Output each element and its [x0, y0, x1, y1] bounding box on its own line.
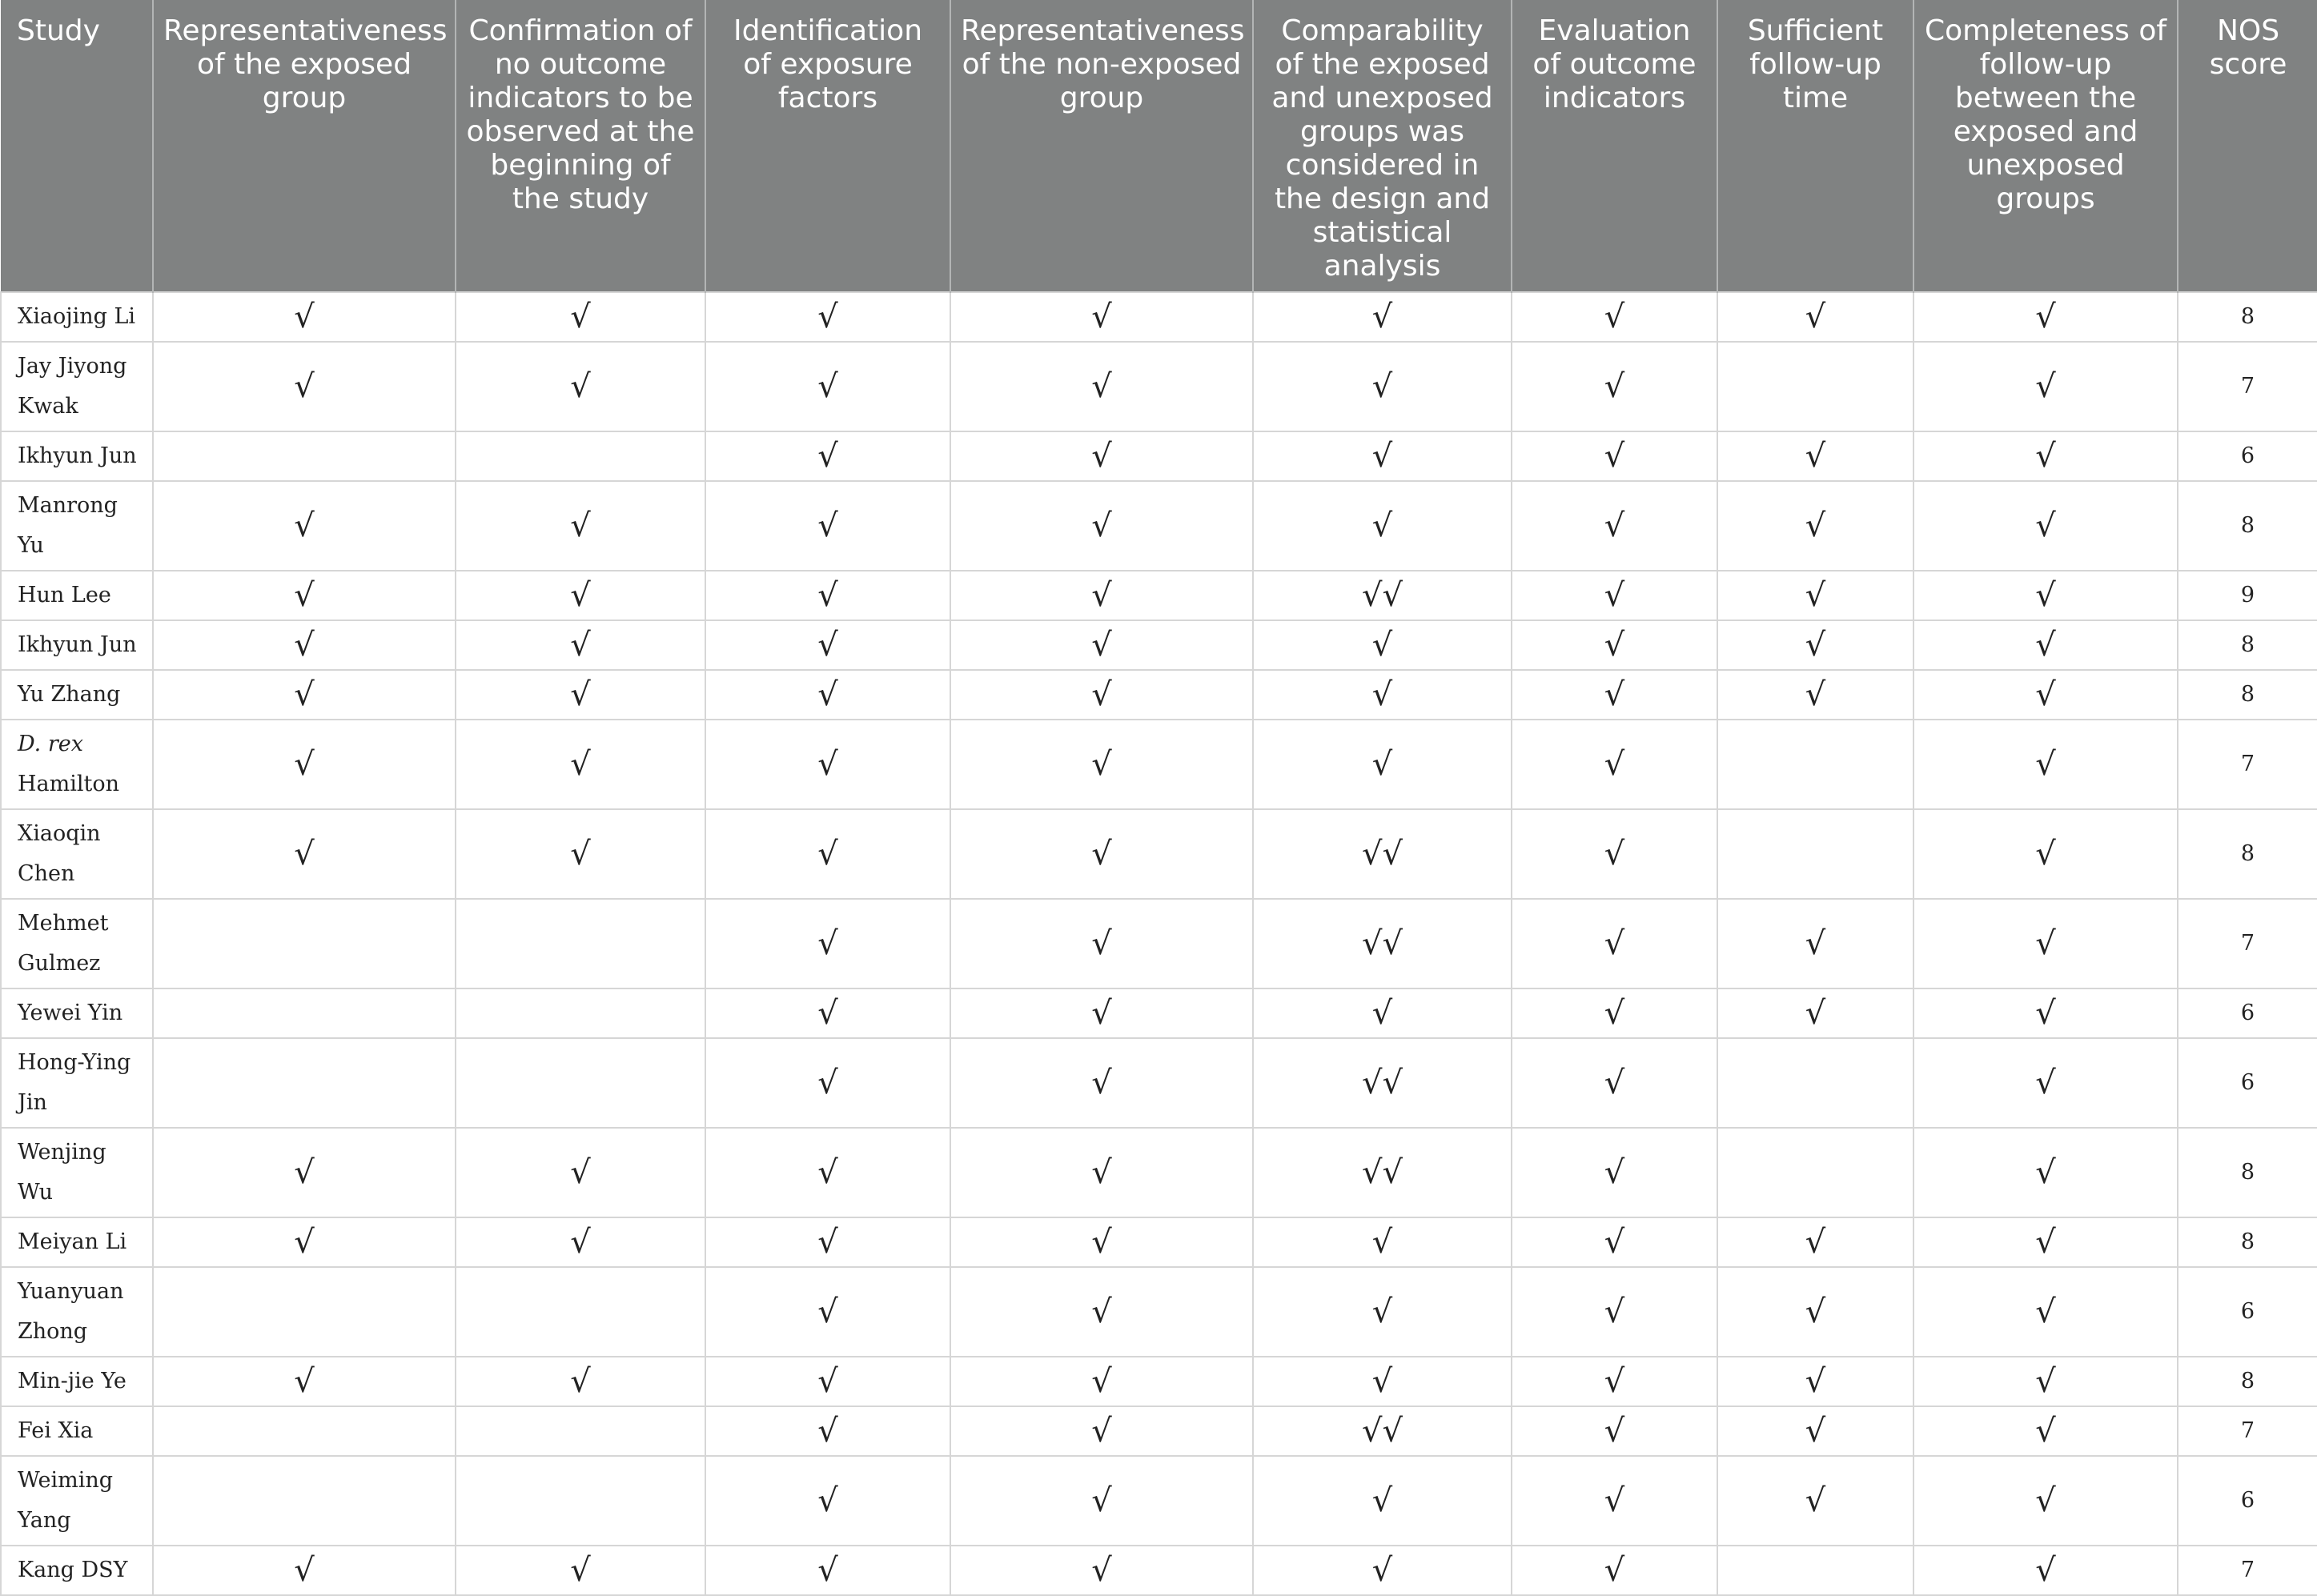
- check-cell: √: [1253, 1267, 1512, 1357]
- check-cell: √: [456, 670, 705, 720]
- header-evaluation-outcome: Evaluation of outcome indicators: [1512, 0, 1717, 292]
- check-cell: √: [1717, 431, 1913, 481]
- check-cell: √: [153, 1128, 456, 1217]
- check-cell: [1717, 342, 1913, 431]
- check-cell: √: [705, 620, 950, 670]
- study-name-cont: Chen: [18, 861, 75, 886]
- check-cell: √: [705, 670, 950, 720]
- check-cell: √: [153, 809, 456, 899]
- nos-score-cell: 8: [2178, 670, 2317, 720]
- table-row: [1, 292, 2317, 342]
- nos-score-cell: 8: [2178, 620, 2317, 670]
- check-cell: √: [950, 809, 1253, 899]
- table-row: [1, 342, 2317, 431]
- check-cell: √: [153, 720, 456, 809]
- check-cell: √: [950, 1406, 1253, 1456]
- nos-score-cell: 7: [2178, 1406, 2317, 1456]
- study-cell: [1, 1456, 153, 1546]
- check-cell: √: [1913, 1217, 2178, 1267]
- check-cell: √: [1717, 571, 1913, 620]
- check-cell: √: [950, 1217, 1253, 1267]
- check-cell: √: [950, 1128, 1253, 1217]
- study-name-cont: Gulmez: [18, 951, 101, 976]
- nos-score-cell: 6: [2178, 1456, 2317, 1546]
- check-cell: √: [705, 481, 950, 571]
- check-cell: √: [1512, 1357, 1717, 1406]
- table-row: [1, 988, 2317, 1038]
- check-cell: √: [1717, 481, 1913, 571]
- study-name: Manrong Yu: [18, 493, 118, 558]
- check-cell: √√: [1253, 571, 1512, 620]
- check-cell: [153, 1456, 456, 1546]
- study-cell: [1, 1406, 153, 1456]
- check-cell: √: [705, 571, 950, 620]
- check-cell: √: [456, 571, 705, 620]
- header-row: [1, 0, 2317, 292]
- check-cell: √: [1512, 809, 1717, 899]
- check-cell: √: [950, 1456, 1253, 1546]
- check-cell: √: [153, 1546, 456, 1595]
- check-cell: √: [1913, 809, 2178, 899]
- study-cell: [1, 342, 153, 431]
- check-cell: [456, 1267, 705, 1357]
- check-cell: √: [1913, 571, 2178, 620]
- check-cell: √: [705, 1456, 950, 1546]
- study-name: Ikhyun Jun: [18, 443, 137, 468]
- check-cell: √: [1512, 1546, 1717, 1595]
- check-cell: √: [950, 431, 1253, 481]
- check-cell: √: [1717, 899, 1913, 988]
- check-cell: √: [705, 1217, 950, 1267]
- check-cell: [456, 988, 705, 1038]
- study-cell: [1, 431, 153, 481]
- nos-score-cell: 6: [2178, 988, 2317, 1038]
- check-cell: √: [950, 1546, 1253, 1595]
- check-cell: √: [456, 342, 705, 431]
- check-cell: √: [1717, 670, 1913, 720]
- check-cell: √: [950, 899, 1253, 988]
- check-cell: √: [1717, 1217, 1913, 1267]
- study-cell: [1, 809, 153, 899]
- check-cell: √: [1913, 1357, 2178, 1406]
- check-cell: √: [1913, 1456, 2178, 1546]
- study-cell: [1, 292, 153, 342]
- study-name: Hong-Ying: [18, 1050, 131, 1075]
- check-cell: √: [1512, 899, 1717, 988]
- study-name: Weiming: [18, 1468, 114, 1493]
- check-cell: √: [1253, 1357, 1512, 1406]
- nos-score-cell: 7: [2178, 899, 2317, 988]
- check-cell: √√: [1253, 809, 1512, 899]
- check-cell: √: [153, 670, 456, 720]
- check-cell: √: [1913, 988, 2178, 1038]
- study-cell: [1, 571, 153, 620]
- check-cell: √: [1717, 988, 1913, 1038]
- study-name: Wenjing Wu: [18, 1140, 106, 1205]
- check-cell: √: [153, 292, 456, 342]
- check-cell: √: [1913, 431, 2178, 481]
- check-cell: √: [456, 1128, 705, 1217]
- check-cell: [1717, 809, 1913, 899]
- check-cell: √: [1512, 342, 1717, 431]
- check-cell: [456, 1038, 705, 1128]
- check-cell: √: [153, 1357, 456, 1406]
- check-cell: √: [1253, 342, 1512, 431]
- table-row: [1, 899, 2317, 988]
- study-name: Yu Zhang: [18, 682, 121, 707]
- check-cell: √: [1253, 1546, 1512, 1595]
- check-cell: √: [1913, 1128, 2178, 1217]
- check-cell: √: [1253, 481, 1512, 571]
- table-row: [1, 720, 2317, 809]
- check-cell: √: [705, 988, 950, 1038]
- check-cell: √: [950, 670, 1253, 720]
- check-cell: √: [1512, 431, 1717, 481]
- nos-score-cell: 8: [2178, 809, 2317, 899]
- check-cell: √: [1512, 1038, 1717, 1128]
- study-cell: [1, 1357, 153, 1406]
- check-cell: √: [1717, 1406, 1913, 1456]
- nos-score-cell: 8: [2178, 481, 2317, 571]
- study-name: Yuanyuan: [18, 1279, 124, 1304]
- study-name: Meiyan Li: [18, 1229, 127, 1254]
- study-name: D. rex: [18, 732, 83, 756]
- check-cell: √: [1913, 292, 2178, 342]
- check-cell: √: [950, 988, 1253, 1038]
- check-cell: √√: [1253, 1128, 1512, 1217]
- check-cell: √: [705, 1357, 950, 1406]
- nos-score-cell: 6: [2178, 1038, 2317, 1128]
- table-row: [1, 1038, 2317, 1128]
- check-cell: √: [1913, 481, 2178, 571]
- table-row: [1, 1546, 2317, 1595]
- check-cell: [456, 1406, 705, 1456]
- nos-score-cell: 7: [2178, 720, 2317, 809]
- check-cell: √√: [1253, 899, 1512, 988]
- check-cell: √: [153, 620, 456, 670]
- table-row: [1, 571, 2317, 620]
- check-cell: √: [1717, 1456, 1913, 1546]
- check-cell: √: [153, 1217, 456, 1267]
- check-cell: √: [1913, 899, 2178, 988]
- study-cell: [1, 720, 153, 809]
- table-row: [1, 1406, 2317, 1456]
- check-cell: √: [1913, 1546, 2178, 1595]
- check-cell: √: [1512, 1128, 1717, 1217]
- check-cell: √√: [1253, 1406, 1512, 1456]
- check-cell: √: [153, 571, 456, 620]
- check-cell: √: [456, 481, 705, 571]
- check-cell: √: [456, 1217, 705, 1267]
- table-row: [1, 1456, 2317, 1546]
- study-cell: [1, 1128, 153, 1217]
- nos-score-cell: 6: [2178, 431, 2317, 481]
- check-cell: [1717, 1038, 1913, 1128]
- nos-score-cell: 8: [2178, 292, 2317, 342]
- check-cell: √: [950, 720, 1253, 809]
- header-identification-exposure: Identification of exposure factors: [705, 0, 950, 292]
- table-row: [1, 620, 2317, 670]
- header-comparability: Comparability of the exposed and unexposed groups was considered in the design and statistical analysis: [1253, 0, 1512, 292]
- check-cell: √: [950, 481, 1253, 571]
- check-cell: √: [1717, 620, 1913, 670]
- header-confirmation-no-outcome: Confirmation of no outcome indicators to be observed at the beginning of the study: [456, 0, 705, 292]
- check-cell: √: [705, 1406, 950, 1456]
- header-follow-up-time: Sufficient follow-up time: [1717, 0, 1913, 292]
- check-cell: √: [1913, 620, 2178, 670]
- check-cell: √: [1512, 620, 1717, 670]
- header-study: Study: [1, 0, 153, 292]
- nos-score-cell: 7: [2178, 342, 2317, 431]
- header-nos-score: NOS score: [2178, 0, 2317, 292]
- check-cell: √: [456, 292, 705, 342]
- check-cell: √: [1512, 292, 1717, 342]
- check-cell: √: [456, 620, 705, 670]
- check-cell: √: [456, 809, 705, 899]
- check-cell: √: [1512, 670, 1717, 720]
- study-name: Xiaojing Li: [18, 304, 136, 329]
- study-name-cont: Zhong: [18, 1319, 88, 1344]
- check-cell: √: [950, 620, 1253, 670]
- check-cell: √: [705, 809, 950, 899]
- study-name-cont: Hamilton: [18, 772, 120, 796]
- check-cell: √: [705, 431, 950, 481]
- check-cell: √: [1717, 292, 1913, 342]
- check-cell: [153, 1406, 456, 1456]
- check-cell: [153, 1038, 456, 1128]
- check-cell: √: [1717, 1357, 1913, 1406]
- header-representativeness-non-exposed: Representativeness of the non-exposed group: [950, 0, 1253, 292]
- study-cell: [1, 899, 153, 988]
- check-cell: √: [1253, 292, 1512, 342]
- check-cell: √: [1913, 1038, 2178, 1128]
- check-cell: [1717, 720, 1913, 809]
- check-cell: √: [1913, 1267, 2178, 1357]
- check-cell: √: [456, 1546, 705, 1595]
- check-cell: √: [950, 571, 1253, 620]
- table-row: [1, 1128, 2317, 1217]
- study-name: Jay Jiyong: [18, 354, 127, 379]
- check-cell: √: [1913, 342, 2178, 431]
- table-row: [1, 1357, 2317, 1406]
- check-cell: √: [950, 1267, 1253, 1357]
- check-cell: √: [1253, 1456, 1512, 1546]
- check-cell: √: [1253, 431, 1512, 481]
- nos-score-cell: 6: [2178, 1267, 2317, 1357]
- check-cell: √: [1913, 670, 2178, 720]
- check-cell: √: [1253, 620, 1512, 670]
- study-name-cont: Jin: [18, 1090, 47, 1115]
- table-row: [1, 1267, 2317, 1357]
- check-cell: √: [1512, 571, 1717, 620]
- nos-score-cell: 8: [2178, 1128, 2317, 1217]
- study-cell: [1, 988, 153, 1038]
- study-name: Kang DSY: [18, 1558, 128, 1582]
- study-cell: [1, 481, 153, 571]
- check-cell: √: [456, 1357, 705, 1406]
- nos-score-cell: 8: [2178, 1217, 2317, 1267]
- study-name: Xiaoqin: [18, 821, 101, 846]
- table-row: [1, 670, 2317, 720]
- study-cell: [1, 670, 153, 720]
- check-cell: [456, 1456, 705, 1546]
- table-row: [1, 481, 2317, 571]
- check-cell: [1717, 1128, 1913, 1217]
- study-name: Hun Lee: [18, 583, 111, 608]
- check-cell: √: [1253, 670, 1512, 720]
- check-cell: √: [705, 342, 950, 431]
- check-cell: √: [1253, 1217, 1512, 1267]
- study-name: Yewei Yin: [18, 1001, 123, 1025]
- check-cell: [456, 431, 705, 481]
- check-cell: √: [705, 1546, 950, 1595]
- study-name: Mehmet: [18, 911, 109, 936]
- check-cell: √: [1512, 1456, 1717, 1546]
- check-cell: √: [705, 899, 950, 988]
- check-cell: √: [1512, 988, 1717, 1038]
- nos-score-cell: 8: [2178, 1357, 2317, 1406]
- study-cell: [1, 1546, 153, 1595]
- check-cell: [153, 988, 456, 1038]
- check-cell: √: [705, 292, 950, 342]
- check-cell: √: [950, 292, 1253, 342]
- check-cell: √: [153, 342, 456, 431]
- header-representativeness-exposed: Representativeness of the exposed group: [153, 0, 456, 292]
- check-cell: √: [950, 1357, 1253, 1406]
- check-cell: √: [1913, 720, 2178, 809]
- nos-score-cell: 7: [2178, 1546, 2317, 1595]
- check-cell: √: [1512, 481, 1717, 571]
- check-cell: √: [705, 720, 950, 809]
- check-cell: √: [950, 342, 1253, 431]
- check-cell: √: [1512, 1217, 1717, 1267]
- study-cell: [1, 1038, 153, 1128]
- study-cell: [1, 1217, 153, 1267]
- header-completeness-follow-up: Completeness of follow-up between the exposed and unexposed groups: [1913, 0, 2178, 292]
- check-cell: [456, 899, 705, 988]
- check-cell: √: [1913, 1406, 2178, 1456]
- check-cell: √: [1512, 720, 1717, 809]
- check-cell: √: [950, 1038, 1253, 1128]
- check-cell: [1717, 1546, 1913, 1595]
- check-cell: √: [705, 1128, 950, 1217]
- check-cell: [153, 1267, 456, 1357]
- table-row: [1, 809, 2317, 899]
- check-cell: √√: [1253, 1038, 1512, 1128]
- nos-score-cell: 9: [2178, 571, 2317, 620]
- table-row: [1, 431, 2317, 481]
- check-cell: [153, 431, 456, 481]
- check-cell: √: [1717, 1267, 1913, 1357]
- study-name-cont: Yang: [18, 1508, 71, 1533]
- check-cell: √: [456, 720, 705, 809]
- check-cell: √: [705, 1267, 950, 1357]
- study-name: Ikhyun Jun: [18, 632, 137, 657]
- study-name: Fei Xia: [18, 1418, 94, 1443]
- check-cell: √: [153, 481, 456, 571]
- check-cell: √: [1512, 1267, 1717, 1357]
- study-name-cont: Kwak: [18, 394, 78, 419]
- check-cell: [153, 899, 456, 988]
- check-cell: √: [705, 1038, 950, 1128]
- study-name: Min-jie Ye: [18, 1369, 126, 1393]
- table-row: [1, 1217, 2317, 1267]
- study-cell: [1, 1267, 153, 1357]
- check-cell: √: [1253, 988, 1512, 1038]
- check-cell: √: [1512, 1406, 1717, 1456]
- check-cell: √: [1253, 720, 1512, 809]
- study-cell: [1, 620, 153, 670]
